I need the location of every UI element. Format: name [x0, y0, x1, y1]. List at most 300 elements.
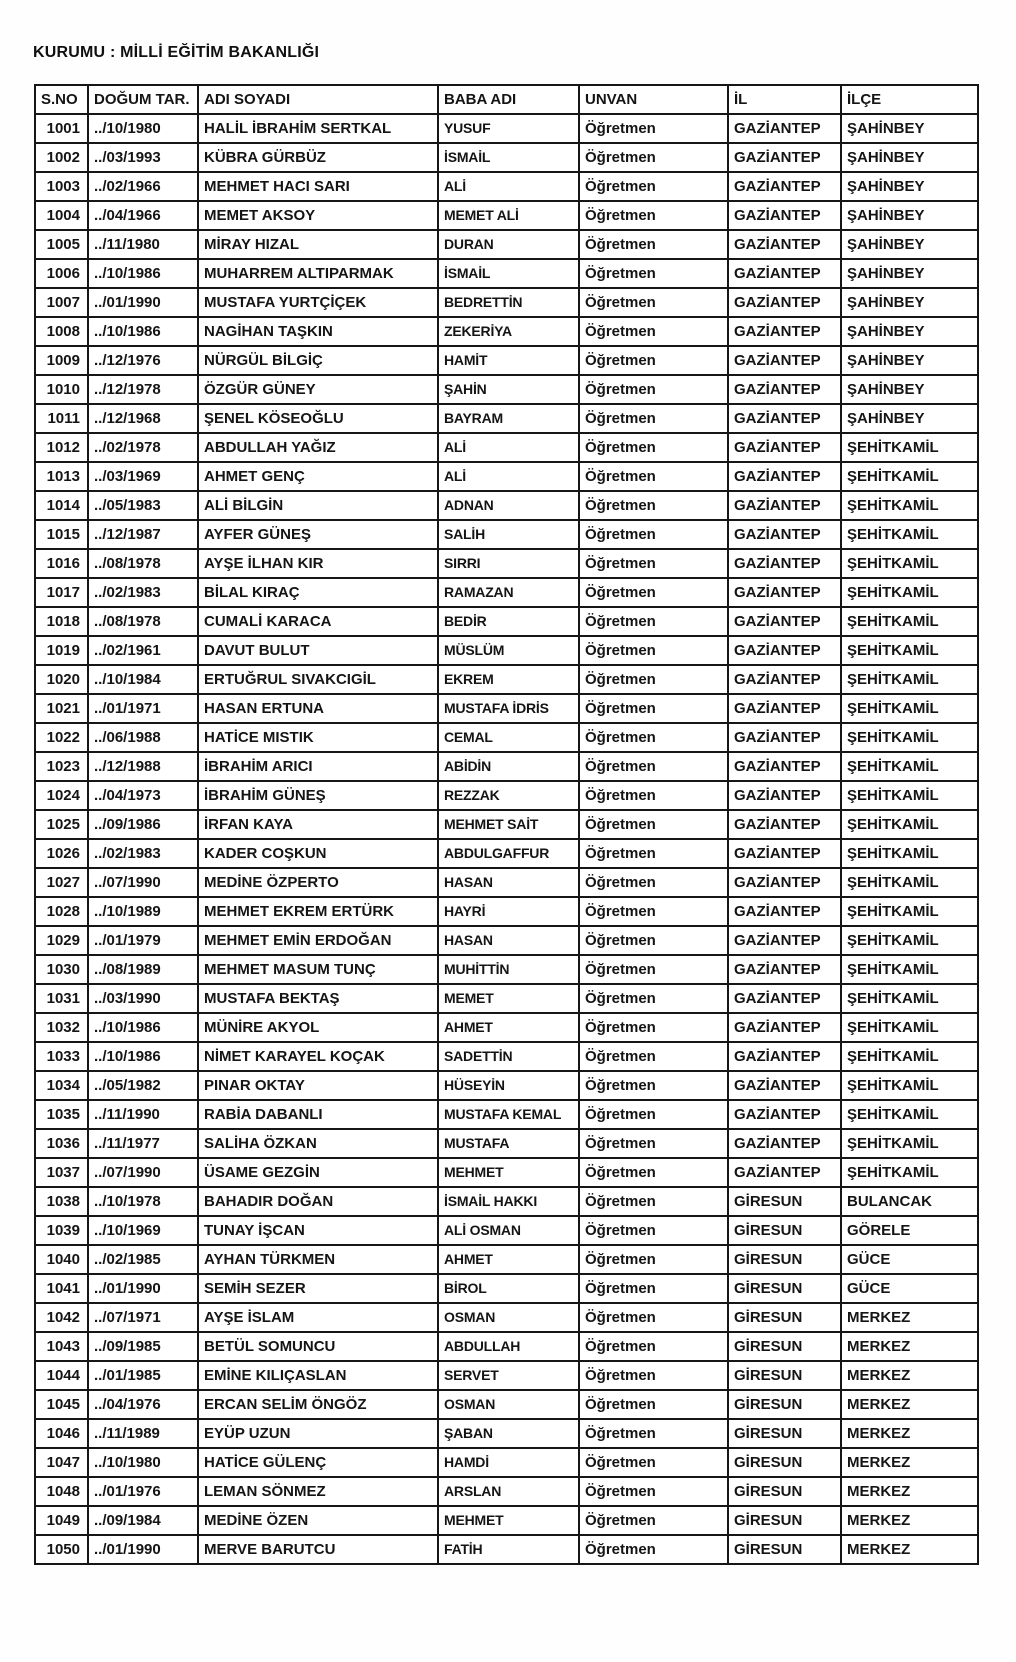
cell-baba-adi: DURAN — [438, 230, 579, 259]
cell-dogum-tar: ../02/1966 — [88, 172, 198, 201]
cell-ilce: ŞEHİTKAMİL — [841, 781, 978, 810]
cell-ilce: MERKEZ — [841, 1535, 978, 1564]
cell-sno: 1002 — [35, 143, 88, 172]
cell-sno: 1024 — [35, 781, 88, 810]
cell-unvan: Öğretmen — [579, 868, 728, 897]
page-title: KURUMU : MİLLİ EĞİTİM BAKANLIĞI — [33, 44, 320, 61]
cell-adi-soyadi: MÜNİRE AKYOL — [198, 1013, 438, 1042]
cell-unvan: Öğretmen — [579, 346, 728, 375]
cell-ilce: MERKEZ — [841, 1303, 978, 1332]
cell-baba-adi: MEHMET SAİT — [438, 810, 579, 839]
cell-unvan: Öğretmen — [579, 752, 728, 781]
cell-adi-soyadi: İRFAN KAYA — [198, 810, 438, 839]
cell-dogum-tar: ../07/1990 — [88, 1158, 198, 1187]
cell-sno: 1032 — [35, 1013, 88, 1042]
cell-ilce: ŞAHİNBEY — [841, 259, 978, 288]
cell-dogum-tar: ../04/1973 — [88, 781, 198, 810]
table-row — [35, 491, 978, 520]
cell-unvan: Öğretmen — [579, 462, 728, 491]
cell-unvan: Öğretmen — [579, 114, 728, 143]
cell-adi-soyadi: EYÜP UZUN — [198, 1419, 438, 1448]
cell-adi-soyadi: BETÜL SOMUNCU — [198, 1332, 438, 1361]
cell-baba-adi: MUSTAFA İDRİS — [438, 694, 579, 723]
table-row — [35, 288, 978, 317]
cell-ilce: ŞEHİTKAMİL — [841, 491, 978, 520]
cell-sno: 1048 — [35, 1477, 88, 1506]
cell-dogum-tar: ../08/1978 — [88, 607, 198, 636]
cell-dogum-tar: ../10/1980 — [88, 114, 198, 143]
cell-il: GAZİANTEP — [728, 375, 841, 404]
cell-unvan: Öğretmen — [579, 259, 728, 288]
cell-dogum-tar: ../02/1978 — [88, 433, 198, 462]
cell-unvan: Öğretmen — [579, 549, 728, 578]
cell-unvan: Öğretmen — [579, 897, 728, 926]
cell-baba-adi: EKREM — [438, 665, 579, 694]
cell-baba-adi: ABDULLAH — [438, 1332, 579, 1361]
cell-baba-adi: REZZAK — [438, 781, 579, 810]
cell-dogum-tar: ../11/1980 — [88, 230, 198, 259]
cell-unvan: Öğretmen — [579, 375, 728, 404]
cell-baba-adi: ARSLAN — [438, 1477, 579, 1506]
cell-unvan: Öğretmen — [579, 1390, 728, 1419]
cell-ilce: ŞAHİNBEY — [841, 346, 978, 375]
cell-sno: 1007 — [35, 288, 88, 317]
cell-dogum-tar: ../12/1987 — [88, 520, 198, 549]
cell-sno: 1030 — [35, 955, 88, 984]
cell-il: GİRESUN — [728, 1419, 841, 1448]
cell-ilce: ŞEHİTKAMİL — [841, 665, 978, 694]
cell-unvan: Öğretmen — [579, 1303, 728, 1332]
cell-baba-adi: SALİH — [438, 520, 579, 549]
cell-dogum-tar: ../08/1978 — [88, 549, 198, 578]
cell-il: GİRESUN — [728, 1477, 841, 1506]
cell-il: GAZİANTEP — [728, 172, 841, 201]
cell-il: GAZİANTEP — [728, 404, 841, 433]
cell-unvan: Öğretmen — [579, 288, 728, 317]
cell-il: GAZİANTEP — [728, 839, 841, 868]
cell-adi-soyadi: İBRAHİM ARICI — [198, 752, 438, 781]
cell-sno: 1009 — [35, 346, 88, 375]
table-row — [35, 201, 978, 230]
cell-unvan: Öğretmen — [579, 317, 728, 346]
cell-ilce: MERKEZ — [841, 1506, 978, 1535]
table-body — [35, 114, 978, 1564]
cell-adi-soyadi: AHMET GENÇ — [198, 462, 438, 491]
cell-dogum-tar: ../05/1982 — [88, 1071, 198, 1100]
cell-dogum-tar: ../01/1990 — [88, 288, 198, 317]
cell-unvan: Öğretmen — [579, 955, 728, 984]
cell-adi-soyadi: KÜBRA GÜRBÜZ — [198, 143, 438, 172]
cell-dogum-tar: ../10/1989 — [88, 897, 198, 926]
cell-il: GAZİANTEP — [728, 259, 841, 288]
cell-il: GAZİANTEP — [728, 636, 841, 665]
cell-sno: 1015 — [35, 520, 88, 549]
cell-ilce: ŞEHİTKAMİL — [841, 1100, 978, 1129]
cell-unvan: Öğretmen — [579, 1158, 728, 1187]
cell-baba-adi: ABİDİN — [438, 752, 579, 781]
cell-ilce: ŞAHİNBEY — [841, 114, 978, 143]
cell-baba-adi: AHMET — [438, 1013, 579, 1042]
cell-baba-adi: ALİ OSMAN — [438, 1216, 579, 1245]
cell-unvan: Öğretmen — [579, 1506, 728, 1535]
cell-dogum-tar: ../01/1985 — [88, 1361, 198, 1390]
cell-il: GAZİANTEP — [728, 1100, 841, 1129]
cell-sno: 1025 — [35, 810, 88, 839]
cell-adi-soyadi: HALİL İBRAHİM SERTKAL — [198, 114, 438, 143]
cell-adi-soyadi: TUNAY İŞCAN — [198, 1216, 438, 1245]
table-row — [35, 230, 978, 259]
cell-baba-adi: ŞAHİN — [438, 375, 579, 404]
cell-baba-adi: SERVET — [438, 1361, 579, 1390]
cell-il: GAZİANTEP — [728, 462, 841, 491]
cell-unvan: Öğretmen — [579, 636, 728, 665]
cell-baba-adi: HÜSEYİN — [438, 1071, 579, 1100]
table-row — [35, 1477, 978, 1506]
cell-adi-soyadi: ÜSAME GEZGİN — [198, 1158, 438, 1187]
cell-dogum-tar: ../09/1986 — [88, 810, 198, 839]
cell-baba-adi: YUSUF — [438, 114, 579, 143]
cell-il: GAZİANTEP — [728, 781, 841, 810]
cell-il: GAZİANTEP — [728, 143, 841, 172]
cell-il: GAZİANTEP — [728, 491, 841, 520]
cell-unvan: Öğretmen — [579, 1013, 728, 1042]
cell-baba-adi: ADNAN — [438, 491, 579, 520]
column-header-ilce: İLÇE — [841, 85, 978, 114]
cell-ilce: ŞEHİTKAMİL — [841, 926, 978, 955]
cell-baba-adi: MUSTAFA — [438, 1129, 579, 1158]
cell-baba-adi: RAMAZAN — [438, 578, 579, 607]
cell-sno: 1044 — [35, 1361, 88, 1390]
cell-unvan: Öğretmen — [579, 810, 728, 839]
cell-il: GAZİANTEP — [728, 346, 841, 375]
cell-ilce: GÜCE — [841, 1274, 978, 1303]
cell-dogum-tar: ../10/1986 — [88, 317, 198, 346]
cell-il: GAZİANTEP — [728, 897, 841, 926]
cell-unvan: Öğretmen — [579, 1100, 728, 1129]
table-row — [35, 1361, 978, 1390]
cell-il: GİRESUN — [728, 1535, 841, 1564]
cell-ilce: ŞAHİNBEY — [841, 404, 978, 433]
cell-adi-soyadi: NAGİHAN TAŞKIN — [198, 317, 438, 346]
cell-unvan: Öğretmen — [579, 1042, 728, 1071]
table-row — [35, 143, 978, 172]
table-row — [35, 1245, 978, 1274]
cell-dogum-tar: ../01/1990 — [88, 1535, 198, 1564]
table-row — [35, 926, 978, 955]
table-row — [35, 1390, 978, 1419]
cell-unvan: Öğretmen — [579, 1129, 728, 1158]
cell-il: GAZİANTEP — [728, 520, 841, 549]
cell-il: GAZİANTEP — [728, 694, 841, 723]
cell-adi-soyadi: LEMAN SÖNMEZ — [198, 1477, 438, 1506]
cell-dogum-tar: ../05/1983 — [88, 491, 198, 520]
cell-adi-soyadi: MEHMET EKREM ERTÜRK — [198, 897, 438, 926]
cell-il: GAZİANTEP — [728, 868, 841, 897]
cell-adi-soyadi: NİMET KARAYEL KOÇAK — [198, 1042, 438, 1071]
cell-baba-adi: HASAN — [438, 926, 579, 955]
cell-unvan: Öğretmen — [579, 781, 728, 810]
cell-unvan: Öğretmen — [579, 1448, 728, 1477]
table-row — [35, 259, 978, 288]
cell-il: GİRESUN — [728, 1506, 841, 1535]
cell-adi-soyadi: RABİA DABANLI — [198, 1100, 438, 1129]
table-row — [35, 1129, 978, 1158]
cell-adi-soyadi: ABDULLAH YAĞIZ — [198, 433, 438, 462]
cell-baba-adi: ALİ — [438, 462, 579, 491]
cell-dogum-tar: ../09/1984 — [88, 1506, 198, 1535]
cell-dogum-tar: ../03/1990 — [88, 984, 198, 1013]
cell-ilce: ŞEHİTKAMİL — [841, 1042, 978, 1071]
cell-il: GAZİANTEP — [728, 752, 841, 781]
cell-adi-soyadi: MUSTAFA BEKTAŞ — [198, 984, 438, 1013]
cell-il: GAZİANTEP — [728, 114, 841, 143]
cell-adi-soyadi: MERVE BARUTCU — [198, 1535, 438, 1564]
table-row — [35, 1013, 978, 1042]
cell-baba-adi: HAYRİ — [438, 897, 579, 926]
cell-baba-adi: BAYRAM — [438, 404, 579, 433]
cell-baba-adi: ZEKERİYA — [438, 317, 579, 346]
table-header — [35, 85, 978, 114]
cell-adi-soyadi: MUSTAFA YURTÇİÇEK — [198, 288, 438, 317]
cell-ilce: MERKEZ — [841, 1448, 978, 1477]
cell-baba-adi: SIRRI — [438, 549, 579, 578]
cell-sno: 1017 — [35, 578, 88, 607]
cell-baba-adi: OSMAN — [438, 1303, 579, 1332]
cell-il: GAZİANTEP — [728, 578, 841, 607]
cell-unvan: Öğretmen — [579, 694, 728, 723]
cell-sno: 1040 — [35, 1245, 88, 1274]
cell-il: GAZİANTEP — [728, 926, 841, 955]
cell-sno: 1027 — [35, 868, 88, 897]
cell-il: GİRESUN — [728, 1187, 841, 1216]
column-header-il: İL — [728, 85, 841, 114]
cell-ilce: ŞAHİNBEY — [841, 230, 978, 259]
cell-il: GAZİANTEP — [728, 317, 841, 346]
table-row — [35, 665, 978, 694]
cell-sno: 1001 — [35, 114, 88, 143]
cell-il: GİRESUN — [728, 1245, 841, 1274]
cell-unvan: Öğretmen — [579, 1332, 728, 1361]
cell-ilce: ŞEHİTKAMİL — [841, 549, 978, 578]
cell-dogum-tar: ../01/1971 — [88, 694, 198, 723]
column-header-sno: S.NO — [35, 85, 88, 114]
cell-adi-soyadi: MİRAY HIZAL — [198, 230, 438, 259]
cell-baba-adi: MUHİTTİN — [438, 955, 579, 984]
table-row — [35, 1187, 978, 1216]
table-row — [35, 636, 978, 665]
cell-dogum-tar: ../09/1985 — [88, 1332, 198, 1361]
cell-il: GİRESUN — [728, 1303, 841, 1332]
cell-baba-adi: MEMET ALİ — [438, 201, 579, 230]
cell-baba-adi: FATİH — [438, 1535, 579, 1564]
cell-adi-soyadi: ALİ BİLGİN — [198, 491, 438, 520]
cell-sno: 1036 — [35, 1129, 88, 1158]
cell-ilce: ŞAHİNBEY — [841, 317, 978, 346]
cell-dogum-tar: ../10/1984 — [88, 665, 198, 694]
cell-ilce: MERKEZ — [841, 1390, 978, 1419]
cell-adi-soyadi: İBRAHİM GÜNEŞ — [198, 781, 438, 810]
cell-sno: 1038 — [35, 1187, 88, 1216]
table-row — [35, 578, 978, 607]
table-row — [35, 984, 978, 1013]
table-row — [35, 462, 978, 491]
table-row — [35, 607, 978, 636]
cell-ilce: ŞEHİTKAMİL — [841, 810, 978, 839]
cell-il: GİRESUN — [728, 1448, 841, 1477]
cell-dogum-tar: ../07/1971 — [88, 1303, 198, 1332]
cell-il: GAZİANTEP — [728, 433, 841, 462]
cell-unvan: Öğretmen — [579, 665, 728, 694]
cell-adi-soyadi: NÜRGÜL BİLGİÇ — [198, 346, 438, 375]
cell-ilce: ŞEHİTKAMİL — [841, 462, 978, 491]
cell-baba-adi: MEHMET — [438, 1158, 579, 1187]
cell-dogum-tar: ../02/1983 — [88, 839, 198, 868]
cell-sno: 1010 — [35, 375, 88, 404]
cell-sno: 1005 — [35, 230, 88, 259]
cell-dogum-tar: ../01/1976 — [88, 1477, 198, 1506]
cell-il: GAZİANTEP — [728, 607, 841, 636]
cell-sno: 1047 — [35, 1448, 88, 1477]
cell-sno: 1008 — [35, 317, 88, 346]
cell-unvan: Öğretmen — [579, 491, 728, 520]
cell-dogum-tar: ../07/1990 — [88, 868, 198, 897]
cell-unvan: Öğretmen — [579, 1071, 728, 1100]
cell-sno: 1004 — [35, 201, 88, 230]
header-row — [35, 85, 978, 114]
cell-sno: 1016 — [35, 549, 88, 578]
cell-baba-adi: ŞABAN — [438, 1419, 579, 1448]
column-header-baba-adi: BABA ADI — [438, 85, 579, 114]
cell-sno: 1028 — [35, 897, 88, 926]
column-header-adi-soyadi: ADI SOYADI — [198, 85, 438, 114]
cell-adi-soyadi: MEDİNE ÖZPERTO — [198, 868, 438, 897]
cell-dogum-tar: ../01/1990 — [88, 1274, 198, 1303]
cell-dogum-tar: ../11/1977 — [88, 1129, 198, 1158]
cell-unvan: Öğretmen — [579, 172, 728, 201]
cell-ilce: ŞEHİTKAMİL — [841, 984, 978, 1013]
column-header-dogum-tar: DOĞUM TAR. — [88, 85, 198, 114]
cell-ilce: ŞAHİNBEY — [841, 288, 978, 317]
cell-dogum-tar: ../04/1966 — [88, 201, 198, 230]
cell-dogum-tar: ../06/1988 — [88, 723, 198, 752]
cell-ilce: GÖRELE — [841, 1216, 978, 1245]
table-row — [35, 781, 978, 810]
cell-unvan: Öğretmen — [579, 520, 728, 549]
table-row — [35, 897, 978, 926]
cell-sno: 1035 — [35, 1100, 88, 1129]
cell-il: GİRESUN — [728, 1390, 841, 1419]
cell-sno: 1037 — [35, 1158, 88, 1187]
table-row — [35, 520, 978, 549]
cell-sno: 1020 — [35, 665, 88, 694]
cell-baba-adi: BEDİR — [438, 607, 579, 636]
cell-adi-soyadi: BAHADIR DOĞAN — [198, 1187, 438, 1216]
cell-adi-soyadi: MUHARREM ALTIPARMAK — [198, 259, 438, 288]
cell-ilce: ŞEHİTKAMİL — [841, 1158, 978, 1187]
cell-adi-soyadi: ERTUĞRUL SIVAKCIGİL — [198, 665, 438, 694]
cell-il: GİRESUN — [728, 1216, 841, 1245]
cell-adi-soyadi: HASAN ERTUNA — [198, 694, 438, 723]
cell-sno: 1046 — [35, 1419, 88, 1448]
cell-adi-soyadi: AYŞE İSLAM — [198, 1303, 438, 1332]
cell-dogum-tar: ../10/1986 — [88, 1013, 198, 1042]
table-row — [35, 723, 978, 752]
cell-dogum-tar: ../10/1980 — [88, 1448, 198, 1477]
cell-il: GAZİANTEP — [728, 549, 841, 578]
cell-adi-soyadi: DAVUT BULUT — [198, 636, 438, 665]
cell-dogum-tar: ../08/1989 — [88, 955, 198, 984]
table-row — [35, 172, 978, 201]
table-row — [35, 1535, 978, 1564]
cell-dogum-tar: ../10/1978 — [88, 1187, 198, 1216]
cell-baba-adi: AHMET — [438, 1245, 579, 1274]
cell-dogum-tar: ../12/1978 — [88, 375, 198, 404]
cell-baba-adi: OSMAN — [438, 1390, 579, 1419]
cell-sno: 1033 — [35, 1042, 88, 1071]
cell-unvan: Öğretmen — [579, 201, 728, 230]
cell-ilce: MERKEZ — [841, 1477, 978, 1506]
cell-unvan: Öğretmen — [579, 1187, 728, 1216]
cell-dogum-tar: ../10/1986 — [88, 259, 198, 288]
cell-baba-adi: ALİ — [438, 172, 579, 201]
cell-adi-soyadi: AYFER GÜNEŞ — [198, 520, 438, 549]
cell-ilce: ŞEHİTKAMİL — [841, 752, 978, 781]
cell-ilce: ŞEHİTKAMİL — [841, 1013, 978, 1042]
table-row — [35, 1216, 978, 1245]
cell-sno: 1013 — [35, 462, 88, 491]
cell-il: GAZİANTEP — [728, 1158, 841, 1187]
cell-unvan: Öğretmen — [579, 984, 728, 1013]
cell-unvan: Öğretmen — [579, 143, 728, 172]
table-row — [35, 317, 978, 346]
cell-adi-soyadi: MEMET AKSOY — [198, 201, 438, 230]
cell-adi-soyadi: ÖZGÜR GÜNEY — [198, 375, 438, 404]
cell-baba-adi: MEMET — [438, 984, 579, 1013]
cell-adi-soyadi: CUMALİ KARACA — [198, 607, 438, 636]
cell-unvan: Öğretmen — [579, 1477, 728, 1506]
cell-sno: 1049 — [35, 1506, 88, 1535]
cell-ilce: ŞEHİTKAMİL — [841, 578, 978, 607]
cell-il: GAZİANTEP — [728, 810, 841, 839]
cell-dogum-tar: ../10/1969 — [88, 1216, 198, 1245]
cell-sno: 1021 — [35, 694, 88, 723]
cell-adi-soyadi: PINAR OKTAY — [198, 1071, 438, 1100]
cell-ilce: ŞEHİTKAMİL — [841, 955, 978, 984]
cell-il: GAZİANTEP — [728, 1013, 841, 1042]
cell-unvan: Öğretmen — [579, 1245, 728, 1274]
cell-adi-soyadi: MEHMET MASUM TUNÇ — [198, 955, 438, 984]
table-row — [35, 694, 978, 723]
cell-unvan: Öğretmen — [579, 1361, 728, 1390]
cell-adi-soyadi: SALİHA ÖZKAN — [198, 1129, 438, 1158]
cell-dogum-tar: ../04/1976 — [88, 1390, 198, 1419]
cell-dogum-tar: ../02/1983 — [88, 578, 198, 607]
table-row — [35, 1332, 978, 1361]
table-row — [35, 1158, 978, 1187]
cell-sno: 1029 — [35, 926, 88, 955]
cell-dogum-tar: ../12/1988 — [88, 752, 198, 781]
cell-adi-soyadi: AYHAN TÜRKMEN — [198, 1245, 438, 1274]
cell-unvan: Öğretmen — [579, 230, 728, 259]
cell-dogum-tar: ../03/1993 — [88, 143, 198, 172]
cell-sno: 1014 — [35, 491, 88, 520]
cell-ilce: ŞEHİTKAMİL — [841, 1071, 978, 1100]
cell-il: GİRESUN — [728, 1332, 841, 1361]
table-row — [35, 114, 978, 143]
cell-unvan: Öğretmen — [579, 1535, 728, 1564]
cell-baba-adi: HAMİT — [438, 346, 579, 375]
cell-il: GAZİANTEP — [728, 1071, 841, 1100]
